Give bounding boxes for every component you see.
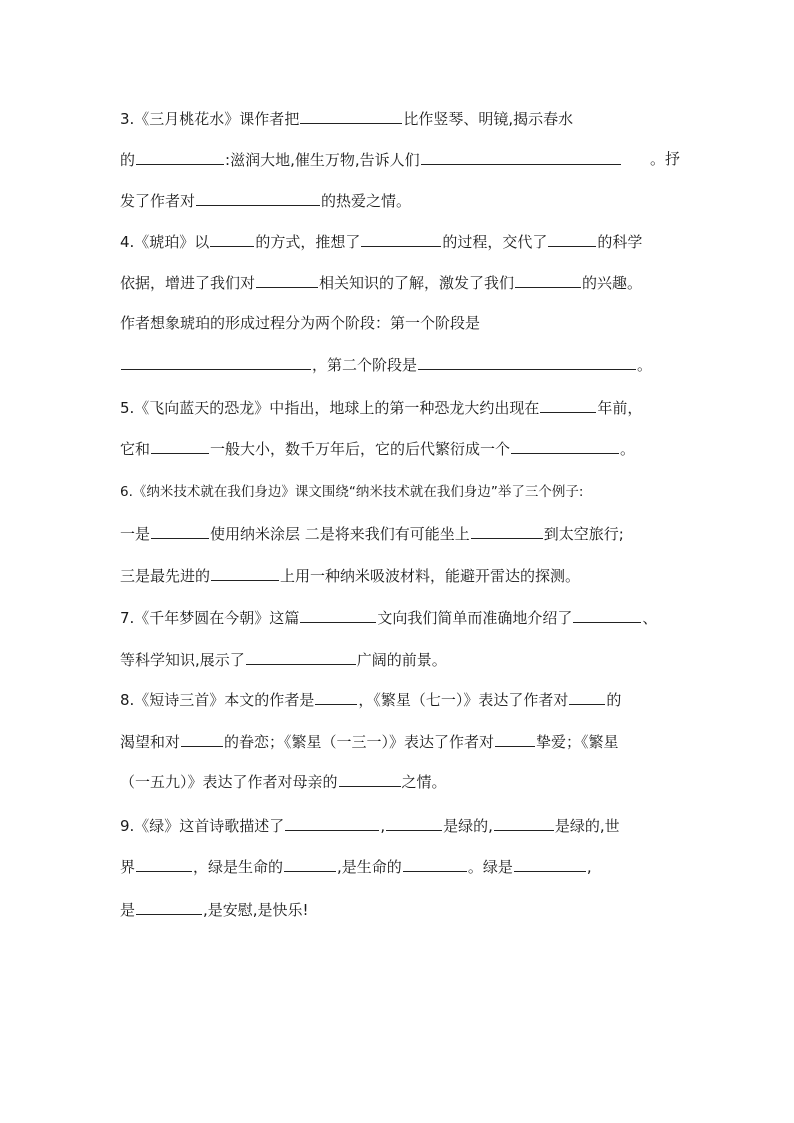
q3-text: :滋润大地,催生万物,告诉人们: [225, 151, 420, 169]
q5-text: 它和: [120, 440, 151, 458]
answer-blank[interactable]: [300, 105, 402, 124]
q6-text: 一是: [120, 525, 151, 543]
q9-text: ,是安慰,是快乐!: [203, 901, 309, 919]
q6-text: 使用纳米涂层 二是将来我们有可能坐上: [210, 525, 470, 543]
q3-line-3: [120, 187, 680, 213]
q3-text: 比作竖琴、明镜,揭示春水: [403, 110, 574, 128]
q8-text: 8.《短诗三首》本文的作者是: [120, 691, 315, 709]
q5-text: 5.《飞向蓝天的恐龙》中指出，地球上的第一种恐龙大约出现在: [120, 399, 540, 417]
q5-text: 一般大小，数千万年后，它的后代繁衍成一个: [210, 440, 511, 458]
q8-text: ，《繁星（七一）》表达了作者对: [358, 691, 569, 709]
q4-text: 的科学: [597, 233, 643, 251]
q3-text: 3.《三月桃花水》课作者把: [120, 110, 300, 128]
q9-text: ，绿是生命的: [193, 858, 284, 876]
q5-line-2: [120, 435, 680, 461]
q6-line-2: [120, 520, 680, 546]
q4-text: 。: [637, 356, 653, 374]
answer-blank[interactable]: [540, 394, 596, 413]
q6-line-1: [120, 478, 680, 504]
answer-blank[interactable]: [136, 853, 192, 872]
q9-text: ,是生命的: [337, 858, 402, 876]
q8-text: （一五九）》表达了作者对母亲的: [120, 773, 338, 791]
answer-blank[interactable]: [196, 187, 320, 206]
answer-blank[interactable]: [151, 520, 209, 539]
q4-line-1: [120, 228, 680, 254]
answer-blank[interactable]: [573, 604, 641, 623]
q3-text: 的: [120, 151, 136, 169]
answer-blank[interactable]: [569, 686, 605, 705]
answer-blank[interactable]: [136, 146, 224, 165]
answer-blank[interactable]: [494, 812, 554, 831]
q9-text: 是绿的,: [443, 817, 493, 835]
answer-blank[interactable]: [246, 646, 356, 665]
q8-text: 的: [606, 691, 622, 709]
q9-text: 界: [120, 858, 136, 876]
answer-blank[interactable]: [514, 853, 586, 872]
q4-text: 的兴趣。: [582, 274, 643, 292]
q9-text: 是: [120, 901, 136, 919]
answer-blank[interactable]: [548, 228, 596, 247]
answer-blank[interactable]: [471, 520, 543, 539]
q4-line-2: [120, 269, 680, 295]
q9-text: 9.《绿》这首诗歌描述了: [120, 817, 285, 835]
q7-text: 等科学知识,展示了: [120, 651, 245, 669]
q3-text: 发了作者对: [120, 192, 196, 210]
q4-line-3: [120, 310, 680, 336]
q9-text: ,: [586, 858, 592, 876]
q7-line-2: [120, 646, 680, 672]
q9-text: 。绿是: [467, 858, 513, 876]
q5-text: 年前，: [597, 399, 643, 417]
q9-line-1: [120, 812, 680, 838]
answer-blank[interactable]: [285, 812, 379, 831]
q4-text: 依据，增进了我们对: [120, 274, 256, 292]
q5-text: 。: [620, 440, 636, 458]
q6-line-3: [120, 562, 680, 588]
q7-text: 7.《千年梦圆在今朝》这篇: [120, 609, 300, 627]
q6-text: 到太空旅行;: [543, 525, 624, 543]
q8-text: 的眷恋；《繁星（一三一）》表达了作者对: [224, 733, 495, 751]
q5-line-1: [120, 394, 680, 420]
q8-line-3: [120, 768, 680, 794]
answer-blank[interactable]: [386, 812, 442, 831]
answer-blank[interactable]: [121, 351, 311, 370]
answer-blank[interactable]: [421, 146, 621, 165]
q8-text: 挚爱；《繁星: [536, 733, 619, 751]
q4-text: 的方式，推想了: [255, 233, 361, 251]
q6-text: 6.《纳米技术就在我们身边》课文围绕“纳米技术就在我们身边”举了三个例子:: [120, 484, 584, 500]
q4-text: 相关知识的了解，激发了我们: [319, 274, 515, 292]
q4-text: 作者想象琥珀的形成过程分为两个阶段：第一个阶段是: [120, 314, 481, 332]
answer-blank[interactable]: [495, 728, 535, 747]
answer-blank[interactable]: [300, 604, 376, 623]
q3-line-2: [120, 146, 680, 172]
q8-text: 之情。: [401, 773, 447, 791]
answer-blank[interactable]: [284, 853, 336, 872]
q8-line-2: [120, 728, 680, 754]
answer-blank[interactable]: [210, 228, 254, 247]
q9-line-3: [120, 896, 680, 922]
q4-text: 4.《琥珀》以: [120, 233, 210, 251]
answer-blank[interactable]: [256, 269, 318, 288]
answer-blank[interactable]: [515, 269, 581, 288]
q4-text: ，第二个阶段是: [312, 356, 418, 374]
q7-text: 文向我们简单而准确地介绍了: [377, 609, 573, 627]
answer-blank[interactable]: [211, 562, 279, 581]
q8-text: 渴望和对: [120, 733, 181, 751]
q4-line-4: [120, 351, 680, 377]
answer-blank[interactable]: [361, 228, 441, 247]
answer-blank[interactable]: [418, 351, 636, 370]
answer-blank[interactable]: [315, 686, 357, 705]
q6-text: 上用一种纳米吸波材料，能避开雷达的探测。: [280, 567, 581, 585]
q7-line-1: [120, 604, 680, 630]
q3-text: 。抒: [649, 150, 680, 168]
answer-blank[interactable]: [151, 435, 209, 454]
q7-text: 、: [642, 609, 658, 627]
q9-text: ,: [380, 817, 386, 835]
q7-text: 广阔的前景。: [356, 651, 447, 669]
answer-blank[interactable]: [136, 896, 202, 915]
q9-line-2: [120, 853, 680, 879]
answer-blank[interactable]: [511, 435, 619, 454]
q3-line-1: [120, 105, 680, 131]
q3-text: 的热爱之情。: [321, 192, 412, 210]
answer-blank[interactable]: [403, 853, 467, 872]
q8-line-1: [120, 686, 680, 712]
q6-text: 三是最先进的: [120, 567, 211, 585]
q9-text: 是绿的,世: [554, 817, 620, 835]
answer-blank[interactable]: [339, 768, 401, 787]
answer-blank[interactable]: [181, 728, 223, 747]
q4-text: 的过程，交代了: [442, 233, 548, 251]
